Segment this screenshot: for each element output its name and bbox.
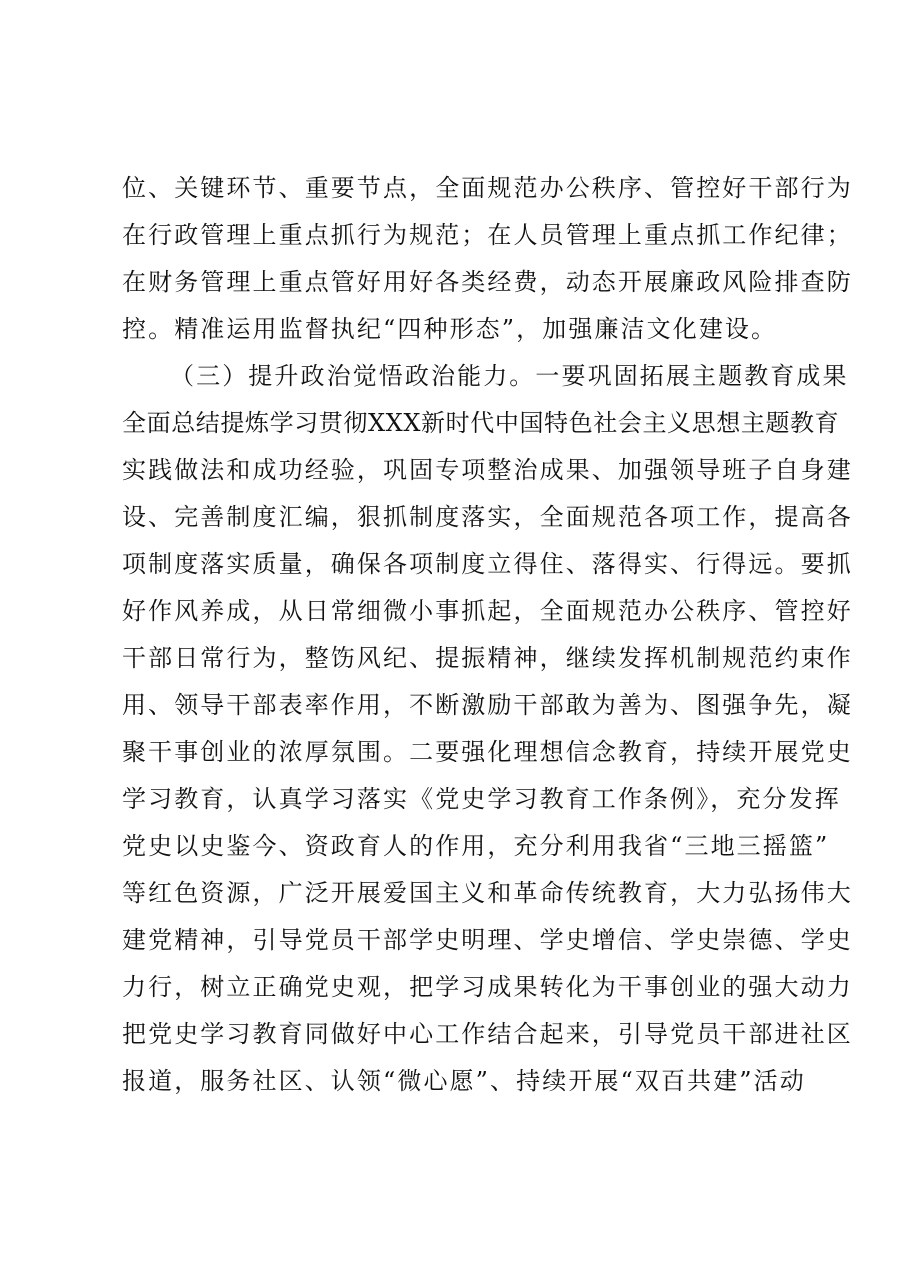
text-line: 等红色资源，广泛开展爱国主义和革命传统教育，大力弘扬伟大 [122,879,853,907]
text-line: 位、关键环节、重要节点，全面规范办公秩序、管控好干部行为 [122,174,853,202]
text-line: 项制度落实质量，确保各项制度立得住、落得实、行得远。要抓 [122,550,853,578]
body-text [122,165,853,1105]
text-line: 控。精准运用监督执纪“四种形态”，加强廉洁文化建设。 [122,315,778,343]
text-line: 学习教育，认真学习落实《党史学习教育工作条例》，充分发挥 [122,785,841,813]
text-line: 聚干事创业的浓厚氛围。二要强化理想信念教育，持续开展党史 [122,738,853,766]
text-line: 用、领导干部表率作用，不断激励干部敢为善为、图强争先，凝 [122,691,853,719]
text-line: 党史以史鉴今、资政育人的作用，充分利用我省“三地三摇篮” [122,832,830,860]
text-line: 把党史学习教育同做好中心工作结合起来，引导党员干部进社区 [122,1020,853,1048]
text-line: 设、完善制度汇编，狠抓制度落实，全面规范各项工作，提高各 [122,503,853,531]
text-line: 在行政管理上重点抓行为规范；在人员管理上重点抓工作纪律； [122,221,853,249]
text-line: 力行，树立正确党史观，把学习成果转化为干事创业的强大动力 [122,973,853,1001]
text-line: 全面总结提炼学习贯彻XXX新时代中国特色社会主义思想主题教育 [122,409,840,437]
section-heading-line: （三）提升政治觉悟政治能力。一要巩固拓展主题教育成果 [170,362,849,390]
text-line: 建党精神，引导党员干部学史明理、学史增信、学史崇德、学史 [122,926,853,954]
text-line: 干部日常行为，整饬风纪、提振精神，继续发挥机制规范约束作 [122,644,853,672]
text-line: 在财务管理上重点管好用好各类经费，动态开展廉政风险排查防 [122,268,853,296]
text-line: 好作风养成，从日常细微小事抓起，全面规范办公秩序、管控好 [122,597,853,625]
text-line: 实践做法和成功经验，巩固专项整治成果、加强领导班子自身建 [122,456,853,484]
text-line: 报道，服务社区、认领“微心愿”、持续开展“双百共建”活动 [122,1067,806,1095]
